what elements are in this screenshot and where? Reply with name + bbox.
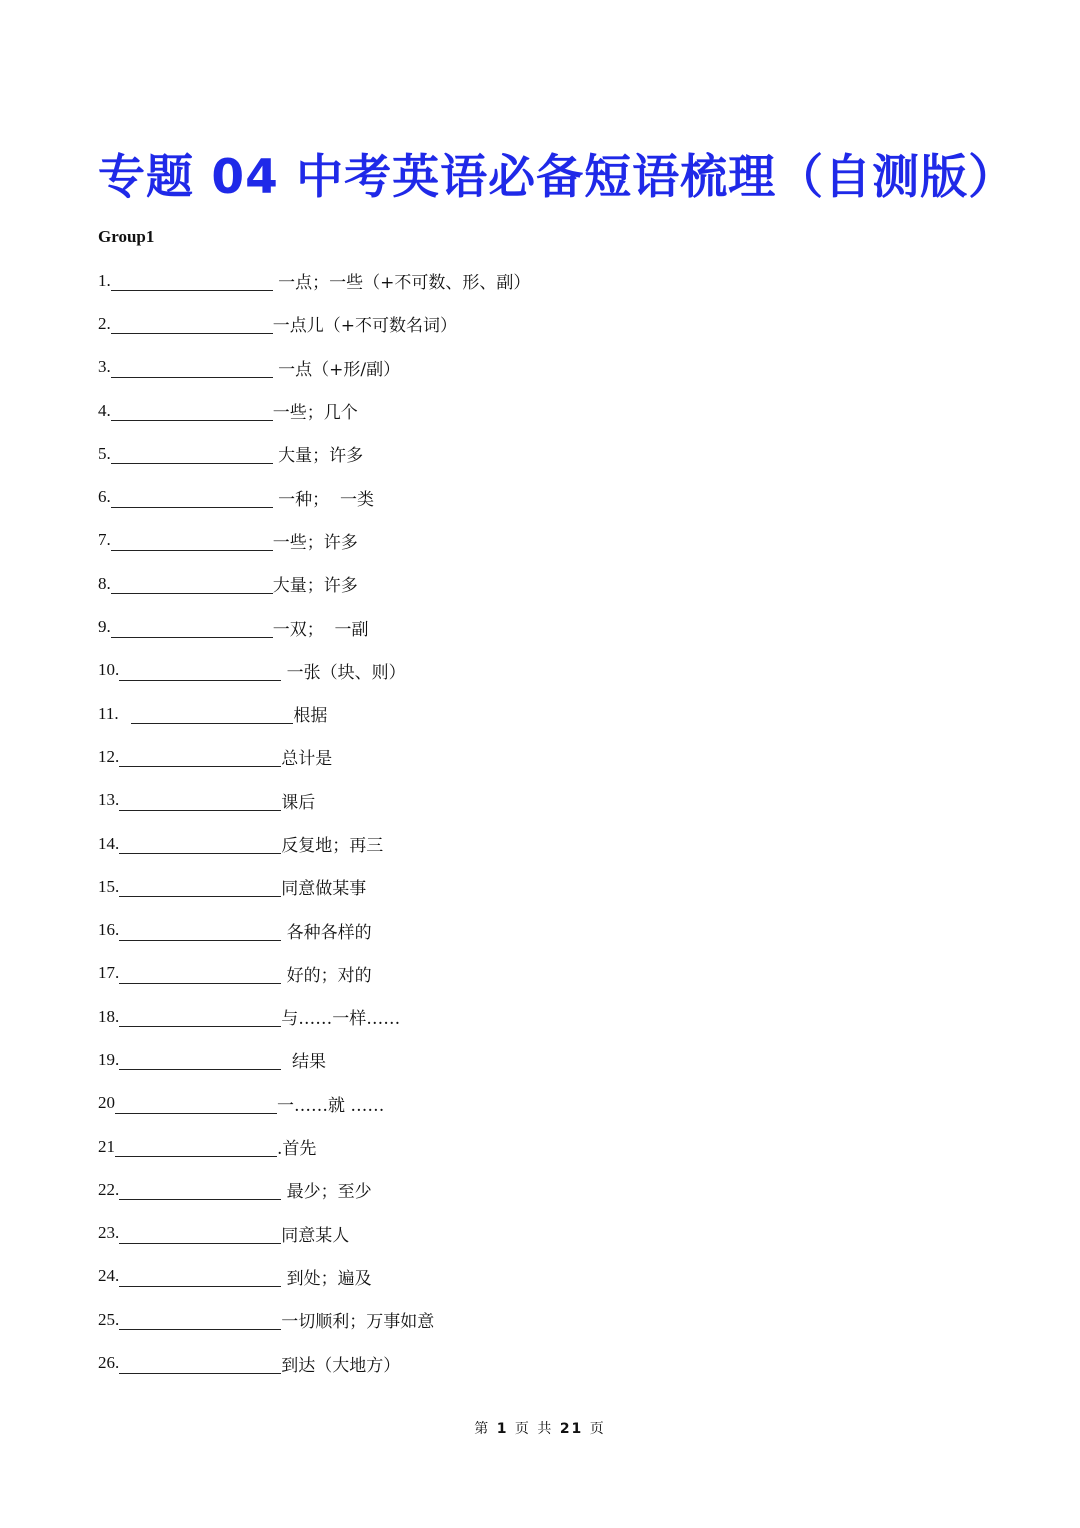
- item-meaning: 同意某人: [281, 1225, 350, 1246]
- answer-blank[interactable]: [119, 746, 281, 767]
- answer-blank[interactable]: [119, 1006, 281, 1027]
- item-number: 4.: [98, 400, 111, 420]
- answer-blank[interactable]: [119, 920, 281, 941]
- answer-blank[interactable]: [115, 1136, 277, 1157]
- answer-blank[interactable]: [119, 833, 281, 854]
- answer-blank[interactable]: [119, 876, 281, 897]
- item-number: 18.: [98, 1006, 120, 1026]
- answer-blank[interactable]: [111, 270, 273, 291]
- item-meaning: 根据: [293, 706, 328, 727]
- list-item: [98, 649, 530, 692]
- answer-blank[interactable]: [111, 400, 273, 421]
- item-number: 5.: [98, 443, 111, 463]
- item-meaning: 总计是: [281, 749, 333, 770]
- item-number: 3.: [98, 357, 111, 377]
- answer-blank[interactable]: [119, 1049, 281, 1070]
- item-number: 16.: [98, 920, 120, 940]
- phrase-list: [98, 259, 530, 1385]
- list-item: [98, 605, 530, 648]
- answer-blank[interactable]: [115, 1093, 277, 1114]
- item-meaning: 一些；几个: [272, 403, 358, 424]
- item-number: 20: [98, 1093, 115, 1113]
- item-meaning: 到处；遍及: [281, 1268, 372, 1289]
- item-meaning: 大量；许多: [272, 576, 358, 597]
- item-number: 9.: [98, 617, 111, 637]
- item-number: 12.: [98, 746, 120, 766]
- item-number: 2.: [98, 313, 111, 333]
- item-meaning: 一张（块、则）: [281, 662, 406, 683]
- answer-blank[interactable]: [111, 357, 273, 378]
- item-meaning: 一点儿（+不可数名词）: [272, 316, 457, 337]
- item-number: 21: [98, 1136, 115, 1156]
- list-item: [98, 1038, 530, 1081]
- answer-blank[interactable]: [111, 313, 273, 334]
- item-number: 8.: [98, 573, 111, 593]
- page-footer: [0, 1418, 1080, 1438]
- answer-blank[interactable]: [119, 660, 281, 681]
- answer-blank[interactable]: [131, 703, 293, 724]
- list-item: [98, 346, 530, 389]
- answer-blank[interactable]: [119, 1353, 281, 1374]
- item-number: 23.: [98, 1223, 120, 1243]
- item-meaning: 最少；至少: [281, 1182, 372, 1203]
- answer-blank[interactable]: [111, 573, 273, 594]
- list-item: [98, 1255, 530, 1298]
- list-item: [98, 1082, 530, 1125]
- list-item: [98, 1341, 530, 1384]
- list-item: [98, 519, 530, 562]
- answer-blank[interactable]: [111, 443, 273, 464]
- total-pages: 21: [559, 1421, 584, 1437]
- answer-blank[interactable]: [119, 790, 281, 811]
- item-meaning: 大量；许多: [272, 446, 364, 467]
- list-item: [98, 475, 530, 518]
- item-meaning: 一点；一些（+不可数、形、副）: [272, 273, 531, 294]
- answer-blank[interactable]: [111, 530, 273, 551]
- list-item: [98, 779, 530, 822]
- answer-blank[interactable]: [119, 1223, 281, 1244]
- list-item: [98, 995, 530, 1038]
- list-item: [98, 1168, 530, 1211]
- item-number: 10.: [98, 660, 120, 680]
- list-item: [98, 735, 530, 778]
- list-item: [98, 562, 530, 605]
- answer-blank[interactable]: [119, 963, 281, 984]
- list-item: [98, 1212, 530, 1255]
- item-meaning: 一些；许多: [272, 532, 358, 553]
- list-item: [98, 865, 530, 908]
- item-meaning: 好的；对的: [281, 965, 372, 986]
- list-item: [98, 822, 530, 865]
- item-number: 11.: [98, 703, 132, 723]
- list-item: [98, 1298, 530, 1341]
- item-meaning: 一双； 一副: [272, 619, 369, 640]
- item-meaning: 各种各样的: [281, 922, 372, 943]
- footer-suffix: 页: [589, 1421, 606, 1437]
- item-number: 7.: [98, 530, 111, 550]
- item-number: 14.: [98, 833, 120, 853]
- list-item: [98, 389, 530, 432]
- item-meaning: 一……就 ……: [277, 1095, 385, 1116]
- item-number: 1.: [98, 270, 111, 290]
- item-meaning: 课后: [281, 792, 316, 813]
- item-number: 17.: [98, 963, 120, 983]
- item-meaning: 反复地；再三: [281, 836, 384, 856]
- item-meaning: 结果: [281, 1052, 327, 1073]
- item-number: 13.: [98, 790, 120, 810]
- group-heading: Group1: [98, 227, 155, 246]
- item-number: 6.: [98, 487, 111, 507]
- answer-blank[interactable]: [119, 1179, 281, 1200]
- item-meaning: 一种； 一类: [272, 489, 374, 510]
- item-number: 19.: [98, 1049, 120, 1069]
- item-number: 26.: [98, 1353, 120, 1373]
- item-number: 22.: [98, 1179, 120, 1199]
- footer-middle: 页 共: [514, 1421, 554, 1437]
- list-item: [98, 692, 530, 735]
- item-number: 25.: [98, 1309, 120, 1329]
- footer-prefix: 第: [474, 1421, 491, 1437]
- item-meaning: 到达（大地方）: [281, 1355, 401, 1376]
- item-meaning: 与……一样……: [281, 1009, 401, 1030]
- current-page-number: 1: [496, 1421, 509, 1437]
- list-item: [98, 259, 530, 302]
- list-item: [98, 302, 530, 345]
- item-meaning: 一点（+形/副）: [272, 359, 401, 380]
- answer-blank[interactable]: [111, 617, 273, 638]
- list-item: [98, 908, 530, 951]
- item-meaning: 同意做某事: [281, 879, 367, 900]
- item-number: 24.: [98, 1266, 120, 1286]
- item-meaning: 一切顺利；万事如意: [281, 1312, 435, 1333]
- list-item: [98, 432, 530, 475]
- answer-blank[interactable]: [119, 1309, 281, 1330]
- list-item: [98, 1125, 530, 1168]
- item-meaning: .首先: [277, 1139, 317, 1160]
- list-item: [98, 952, 530, 995]
- answer-blank[interactable]: [111, 487, 273, 508]
- item-number: 15.: [98, 876, 120, 896]
- answer-blank[interactable]: [119, 1266, 281, 1287]
- page-title: 专题 04 中考英语必备短语梳理（自测版）: [98, 150, 1017, 205]
